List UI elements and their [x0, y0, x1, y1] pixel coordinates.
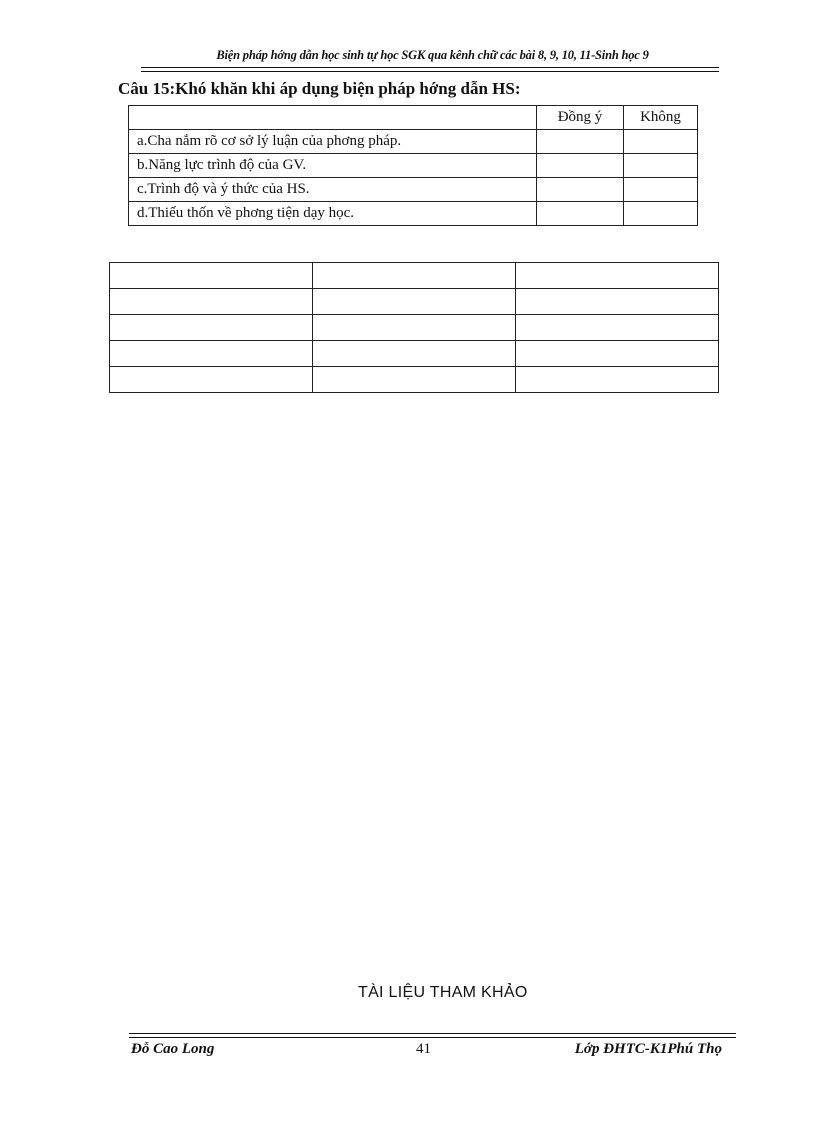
running-header: Biện pháp hớng dẫn học sinh tự học SGK qua kênh chữ các bài 8, 9, 10, 11-Sinh học 9: [216, 48, 649, 62]
survey-row: [129, 154, 698, 178]
blank-cell: [110, 341, 313, 367]
survey-row: [129, 202, 698, 226]
blank-cell: [110, 315, 313, 341]
blank-row: [110, 315, 719, 341]
survey-header-agree: Đồng ý: [537, 106, 624, 130]
question-title: Câu 15:Khó khăn khi áp dụng biện pháp hớng dẫn HS:: [118, 79, 521, 98]
blank-cell: [313, 315, 516, 341]
blank-cell: [516, 367, 719, 393]
references-heading: TÀI LIỆU THAM KHẢO: [358, 984, 528, 1001]
survey-disagree-cell: [624, 130, 698, 154]
blank-cell: [516, 263, 719, 289]
blank-cell: [516, 315, 719, 341]
blank-cell: [313, 289, 516, 315]
survey-table: [128, 105, 698, 226]
survey-disagree-cell: [624, 154, 698, 178]
blank-cell: [110, 289, 313, 315]
survey-statement: b.Năng lực trình độ của GV.: [129, 154, 537, 178]
header-rule-top: [141, 67, 719, 68]
survey-statement: a.Cha nắm rõ cơ sở lý luận của phơng pháp.: [129, 130, 537, 154]
survey-header-row: [129, 106, 698, 130]
blank-row: [110, 263, 719, 289]
survey-header-statement: [129, 106, 537, 130]
blank-cell: [110, 263, 313, 289]
survey-row: [129, 178, 698, 202]
survey-agree-cell: [537, 178, 624, 202]
survey-agree-cell: [537, 130, 624, 154]
survey-agree-cell: [537, 202, 624, 226]
footer-rule-bottom: [129, 1037, 736, 1038]
blank-cell: [516, 341, 719, 367]
survey-disagree-cell: [624, 202, 698, 226]
blank-cell: [313, 263, 516, 289]
blank-cell: [110, 367, 313, 393]
survey-row: [129, 130, 698, 154]
footer-class: Lớp ĐHTC-K1Phú Thọ: [574, 1041, 722, 1057]
footer-rule-top: [129, 1033, 736, 1034]
header-rule-bottom: [141, 71, 719, 72]
blank-table: [109, 262, 719, 393]
blank-cell: [313, 367, 516, 393]
blank-row: [110, 341, 719, 367]
survey-disagree-cell: [624, 178, 698, 202]
survey-agree-cell: [537, 154, 624, 178]
blank-cell: [313, 341, 516, 367]
footer-author: Đỗ Cao Long: [131, 1041, 215, 1057]
blank-row: [110, 289, 719, 315]
survey-header-disagree: Không: [624, 106, 698, 130]
survey-statement: c.Trình độ và ý thức của HS.: [129, 178, 537, 202]
blank-row: [110, 367, 719, 393]
blank-cell: [516, 289, 719, 315]
page-number: 41: [416, 1041, 431, 1057]
survey-statement: d.Thiếu thốn về phơng tiện dạy học.: [129, 202, 537, 226]
